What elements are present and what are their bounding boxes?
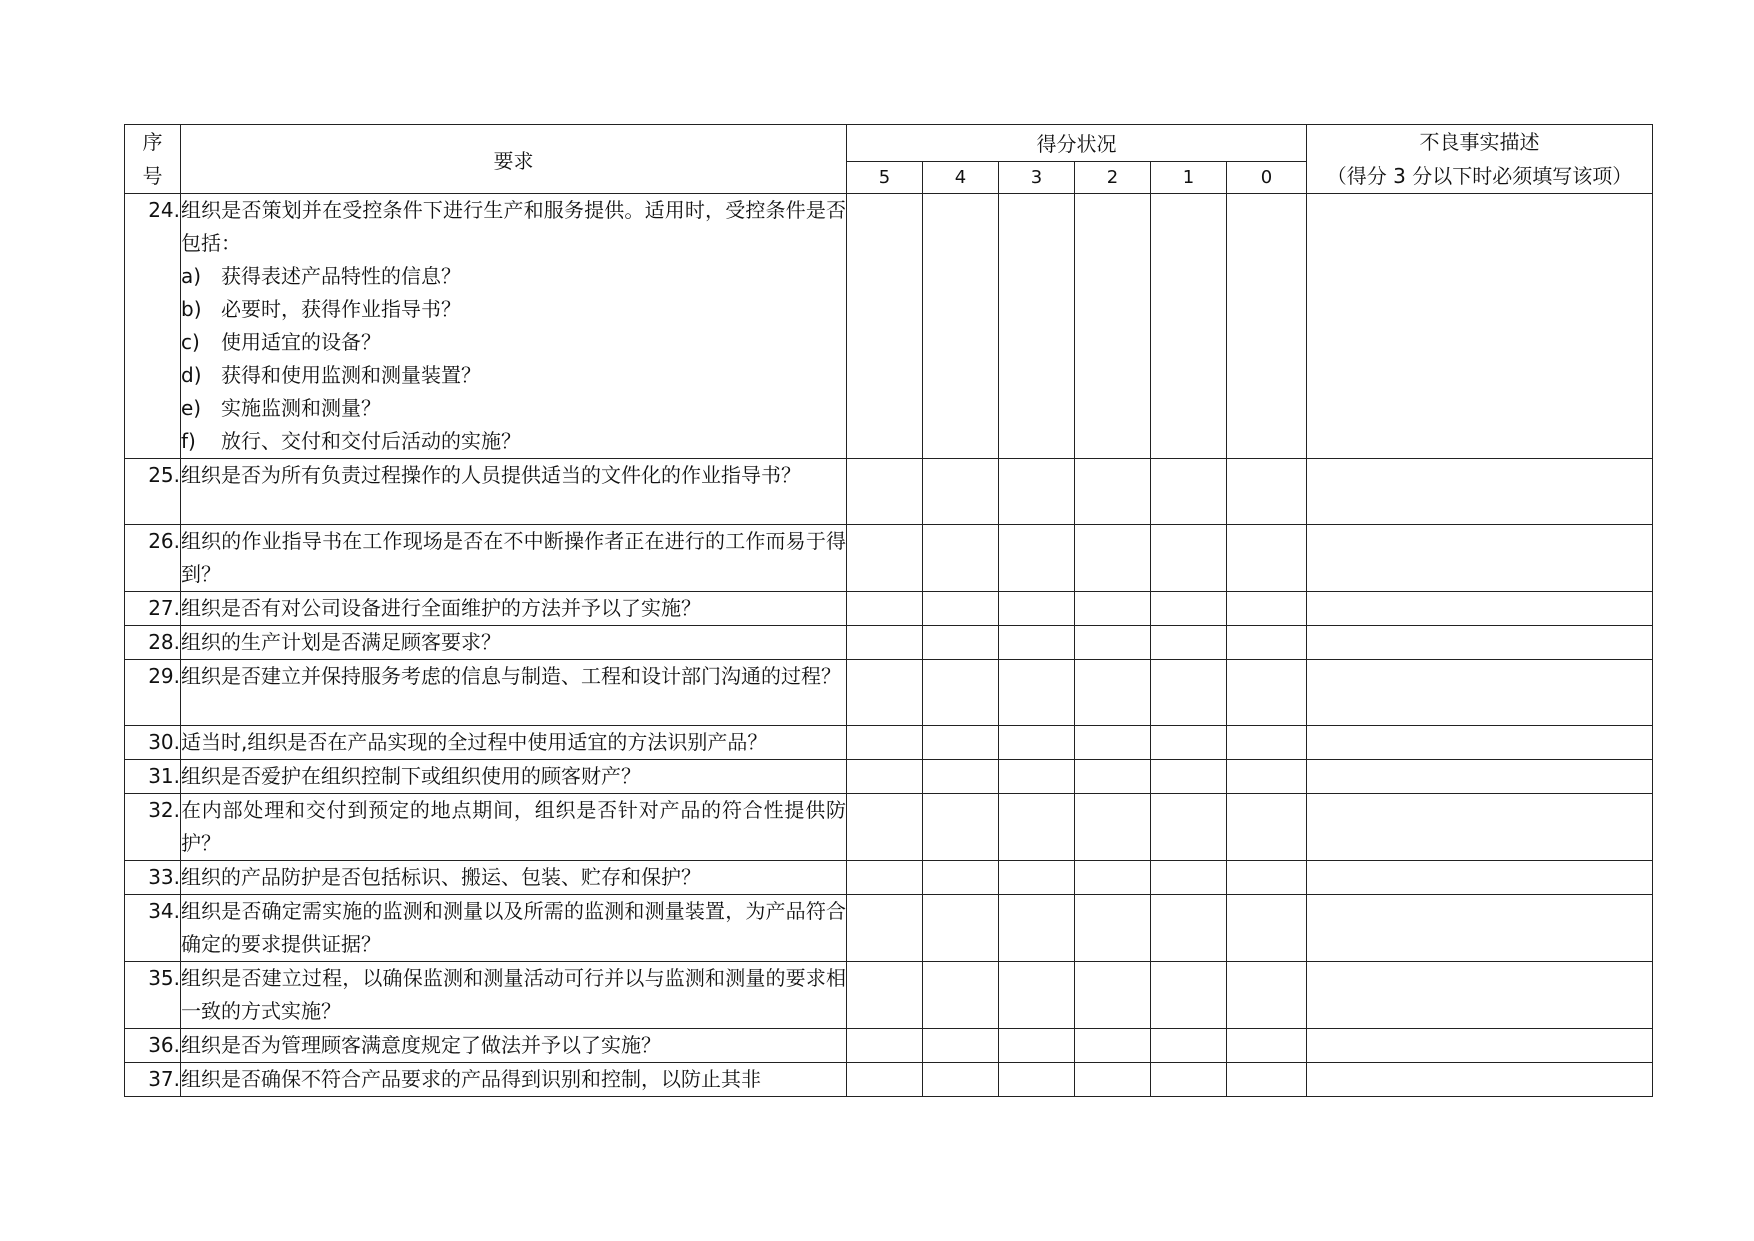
- score-0-cell[interactable]: [1227, 861, 1307, 895]
- score-5-cell[interactable]: [847, 459, 923, 525]
- score-1-cell[interactable]: [1151, 726, 1227, 760]
- score-3-cell[interactable]: [999, 626, 1075, 660]
- row-number: 36.: [125, 1029, 181, 1063]
- requirement-cell: [181, 1029, 847, 1063]
- row-number: 24.: [125, 194, 181, 459]
- score-4-cell[interactable]: [923, 1063, 999, 1097]
- score-0-cell[interactable]: [1227, 726, 1307, 760]
- score-4-cell[interactable]: [923, 760, 999, 794]
- row-number: 32.: [125, 794, 181, 861]
- requirement-cell: [181, 962, 847, 1029]
- requirement-text: 适当时,组织是否在产品实现的全过程中使用适宜的方法识别产品？: [181, 730, 768, 754]
- score-4-cell[interactable]: [923, 459, 999, 525]
- sub-item: [181, 326, 846, 359]
- score-2-cell[interactable]: [1075, 1063, 1151, 1097]
- desc-header-note: （得分 3 分以下时必须填写该项）: [1326, 164, 1633, 188]
- desc-header: [1307, 125, 1653, 194]
- score-0-cell[interactable]: [1227, 194, 1307, 459]
- score-2-cell[interactable]: [1075, 962, 1151, 1029]
- score-2-cell[interactable]: [1075, 194, 1151, 459]
- requirement-text: 组织的生产计划是否满足顾客要求？: [181, 630, 501, 654]
- score-2-cell[interactable]: [1075, 525, 1151, 592]
- sub-item-text: 获得表述产品特性的信息？: [221, 264, 461, 288]
- score-2-cell[interactable]: [1075, 760, 1151, 794]
- score-2-cell[interactable]: [1075, 895, 1151, 962]
- table-row: [125, 861, 1653, 895]
- score-5-cell[interactable]: [847, 660, 923, 726]
- defect-description-cell[interactable]: [1307, 895, 1653, 962]
- requirement-cell: [181, 726, 847, 760]
- score-0-header: 0: [1227, 161, 1307, 193]
- requirement-text: 组织是否为管理顾客满意度规定了做法并予以了实施？: [181, 1033, 661, 1057]
- sub-item-key: e): [181, 396, 202, 420]
- requirement-header: 要求: [181, 125, 847, 194]
- score-1-cell[interactable]: [1151, 1029, 1227, 1063]
- score-2-cell[interactable]: [1075, 861, 1151, 895]
- table-row: [125, 592, 1653, 626]
- score-1-cell[interactable]: [1151, 861, 1227, 895]
- score-0-cell[interactable]: [1227, 626, 1307, 660]
- score-1-cell[interactable]: [1151, 525, 1227, 592]
- score-3-cell[interactable]: [999, 794, 1075, 861]
- defect-description-cell[interactable]: [1307, 592, 1653, 626]
- score-4-cell[interactable]: [923, 895, 999, 962]
- score-3-cell[interactable]: [999, 726, 1075, 760]
- sub-item-text: 实施监测和测量？: [221, 396, 381, 420]
- score-3-cell[interactable]: [999, 895, 1075, 962]
- score-1-cell[interactable]: [1151, 962, 1227, 1029]
- table-row: [125, 962, 1653, 1029]
- score-0-cell[interactable]: [1227, 1029, 1307, 1063]
- requirement-text: 组织是否确保不符合产品要求的产品得到识别和控制，以防止其非: [181, 1067, 761, 1091]
- score-2-cell[interactable]: [1075, 626, 1151, 660]
- score-2-cell[interactable]: [1075, 592, 1151, 626]
- row-number: 33.: [125, 861, 181, 895]
- row-number: 25.: [125, 459, 181, 525]
- score-5-cell[interactable]: [847, 525, 923, 592]
- row-number: 28.: [125, 626, 181, 660]
- score-2-header: 2: [1075, 161, 1151, 193]
- score-3-cell[interactable]: [999, 660, 1075, 726]
- score-1-cell[interactable]: [1151, 592, 1227, 626]
- score-5-cell[interactable]: [847, 962, 923, 1029]
- score-4-cell[interactable]: [923, 726, 999, 760]
- seq-header: [125, 125, 181, 194]
- requirement-cell: [181, 895, 847, 962]
- row-number: 30.: [125, 726, 181, 760]
- score-0-cell[interactable]: [1227, 962, 1307, 1029]
- score-5-cell[interactable]: [847, 794, 923, 861]
- score-2-cell[interactable]: [1075, 794, 1151, 861]
- score-1-cell[interactable]: [1151, 626, 1227, 660]
- score-1-cell[interactable]: [1151, 760, 1227, 794]
- row-number: 27.: [125, 592, 181, 626]
- score-3-cell[interactable]: [999, 525, 1075, 592]
- score-2-cell[interactable]: [1075, 660, 1151, 726]
- score-3-header: 3: [999, 161, 1075, 193]
- score-1-cell[interactable]: [1151, 1063, 1227, 1097]
- row-number: 34.: [125, 895, 181, 962]
- table-row: [125, 459, 1653, 525]
- score-3-cell[interactable]: [999, 459, 1075, 525]
- score-4-cell[interactable]: [923, 794, 999, 861]
- score-1-cell[interactable]: [1151, 194, 1227, 459]
- score-5-cell[interactable]: [847, 760, 923, 794]
- score-4-cell[interactable]: [923, 861, 999, 895]
- requirement-text: 在内部处理和交付到预定的地点期间，组织是否针对产品的符合性提供防护？: [181, 798, 846, 855]
- score-1-cell[interactable]: [1151, 660, 1227, 726]
- checklist-table: [124, 124, 1653, 1097]
- sub-item: [181, 293, 846, 326]
- sub-item-key: d): [181, 363, 202, 387]
- sub-item: [181, 392, 846, 425]
- score-4-cell[interactable]: [923, 626, 999, 660]
- seq-header-top: 序: [142, 130, 163, 154]
- requirement-cell: [181, 660, 847, 726]
- table-row: [125, 660, 1653, 726]
- requirement-text: 组织是否爱护在组织控制下或组织使用的顾客财产？: [181, 764, 641, 788]
- table-row: [125, 760, 1653, 794]
- sub-item-key: c): [181, 330, 200, 354]
- score-0-cell[interactable]: [1227, 660, 1307, 726]
- score-1-cell[interactable]: [1151, 459, 1227, 525]
- row-number: 37.: [125, 1063, 181, 1097]
- sub-item: [181, 359, 846, 392]
- requirement-cell: [181, 794, 847, 861]
- score-4-cell[interactable]: [923, 592, 999, 626]
- score-3-cell[interactable]: [999, 760, 1075, 794]
- requirement-text: 组织的作业指导书在工作现场是否在不中断操作者正在进行的工作而易于得到？: [181, 529, 846, 586]
- requirement-cell: [181, 760, 847, 794]
- score-2-cell[interactable]: [1075, 1029, 1151, 1063]
- defect-description-cell[interactable]: [1307, 1029, 1653, 1063]
- score-0-cell[interactable]: [1227, 794, 1307, 861]
- defect-description-cell[interactable]: [1307, 1063, 1653, 1097]
- score-4-cell[interactable]: [923, 660, 999, 726]
- defect-description-cell[interactable]: [1307, 962, 1653, 1029]
- defect-description-cell[interactable]: [1307, 861, 1653, 895]
- score-1-header: 1: [1151, 161, 1227, 193]
- row-number: 29.: [125, 660, 181, 726]
- requirement-text: 组织是否确定需实施的监测和测量以及所需的监测和测量装置，为产品符合确定的要求提供证据？: [181, 899, 846, 956]
- requirement-text: 组织是否建立并保持服务考虑的信息与制造、工程和设计部门沟通的过程？: [181, 664, 841, 688]
- sub-item-text: 必要时，获得作业指导书？: [221, 297, 461, 321]
- requirement-text: 组织是否为所有负责过程操作的人员提供适当的文件化的作业指导书？: [181, 463, 801, 487]
- defect-description-cell[interactable]: [1307, 194, 1653, 459]
- desc-header-title: 不良事实描述: [1419, 130, 1540, 154]
- requirement-text: 组织的产品防护是否包括标识、搬运、包装、贮存和保护？: [181, 865, 701, 889]
- score-1-cell[interactable]: [1151, 895, 1227, 962]
- requirement-cell: [181, 525, 847, 592]
- sub-item-key: f): [181, 429, 196, 453]
- requirement-cell: [181, 194, 847, 459]
- requirement-cell: [181, 592, 847, 626]
- score-0-cell[interactable]: [1227, 760, 1307, 794]
- score-3-cell[interactable]: [999, 962, 1075, 1029]
- score-3-cell[interactable]: [999, 1029, 1075, 1063]
- defect-description-cell[interactable]: [1307, 794, 1653, 861]
- sub-item-text: 获得和使用监测和测量装置？: [221, 363, 481, 387]
- sub-item-text: 使用适宜的设备？: [221, 330, 381, 354]
- row-number: 31.: [125, 760, 181, 794]
- score-5-cell[interactable]: [847, 1029, 923, 1063]
- sub-item-text: 放行、交付和交付后活动的实施？: [221, 429, 521, 453]
- requirement-cell: [181, 861, 847, 895]
- score-5-cell[interactable]: [847, 626, 923, 660]
- table-row: [125, 194, 1653, 459]
- defect-description-cell[interactable]: [1307, 760, 1653, 794]
- row-number: 35.: [125, 962, 181, 1029]
- table-body: [125, 194, 1653, 1097]
- table-row: [125, 726, 1653, 760]
- sub-item-key: a): [181, 264, 202, 288]
- score-4-cell[interactable]: [923, 1029, 999, 1063]
- score-4-cell[interactable]: [923, 962, 999, 1029]
- score-3-cell[interactable]: [999, 194, 1075, 459]
- score-5-cell[interactable]: [847, 194, 923, 459]
- score-1-cell[interactable]: [1151, 794, 1227, 861]
- score-group-header: 得分状况: [847, 125, 1307, 162]
- sub-item-key: b): [181, 297, 202, 321]
- defect-description-cell[interactable]: [1307, 660, 1653, 726]
- score-3-cell[interactable]: [999, 1063, 1075, 1097]
- sub-item: [181, 425, 846, 458]
- requirement-text: 组织是否建立过程，以确保监测和测量活动可行并以与监测和测量的要求相一致的方式实施？: [181, 966, 846, 1023]
- table-row: [125, 1063, 1653, 1097]
- seq-header-bottom: 号: [142, 164, 163, 188]
- score-4-header: 4: [923, 161, 999, 193]
- requirement-cell: [181, 459, 847, 525]
- score-5-cell[interactable]: [847, 895, 923, 962]
- score-0-cell[interactable]: [1227, 459, 1307, 525]
- score-5-cell[interactable]: [847, 592, 923, 626]
- score-0-cell[interactable]: [1227, 525, 1307, 592]
- score-4-cell[interactable]: [923, 525, 999, 592]
- requirement-text: 组织是否有对公司设备进行全面维护的方法并予以了实施？: [181, 596, 701, 620]
- defect-description-cell[interactable]: [1307, 459, 1653, 525]
- score-5-header: 5: [847, 161, 923, 193]
- score-2-cell[interactable]: [1075, 459, 1151, 525]
- score-4-cell[interactable]: [923, 194, 999, 459]
- score-2-cell[interactable]: [1075, 726, 1151, 760]
- table-header: [125, 125, 1653, 194]
- table-row: [125, 626, 1653, 660]
- defect-description-cell[interactable]: [1307, 525, 1653, 592]
- score-5-cell[interactable]: [847, 726, 923, 760]
- defect-description-cell[interactable]: [1307, 726, 1653, 760]
- table-row: [125, 1029, 1653, 1063]
- requirement-text: 组织是否策划并在受控条件下进行生产和服务提供。适用时，受控条件是否包括：: [181, 198, 846, 255]
- score-0-cell[interactable]: [1227, 592, 1307, 626]
- score-0-cell[interactable]: [1227, 895, 1307, 962]
- defect-description-cell[interactable]: [1307, 626, 1653, 660]
- requirement-cell: [181, 1063, 847, 1097]
- table-row: [125, 895, 1653, 962]
- requirement-cell: [181, 626, 847, 660]
- row-number: 26.: [125, 525, 181, 592]
- sub-item: [181, 260, 846, 293]
- score-3-cell[interactable]: [999, 861, 1075, 895]
- score-3-cell[interactable]: [999, 592, 1075, 626]
- table-row: [125, 525, 1653, 592]
- score-5-cell[interactable]: [847, 861, 923, 895]
- score-0-cell[interactable]: [1227, 1063, 1307, 1097]
- score-5-cell[interactable]: [847, 1063, 923, 1097]
- table-row: [125, 794, 1653, 861]
